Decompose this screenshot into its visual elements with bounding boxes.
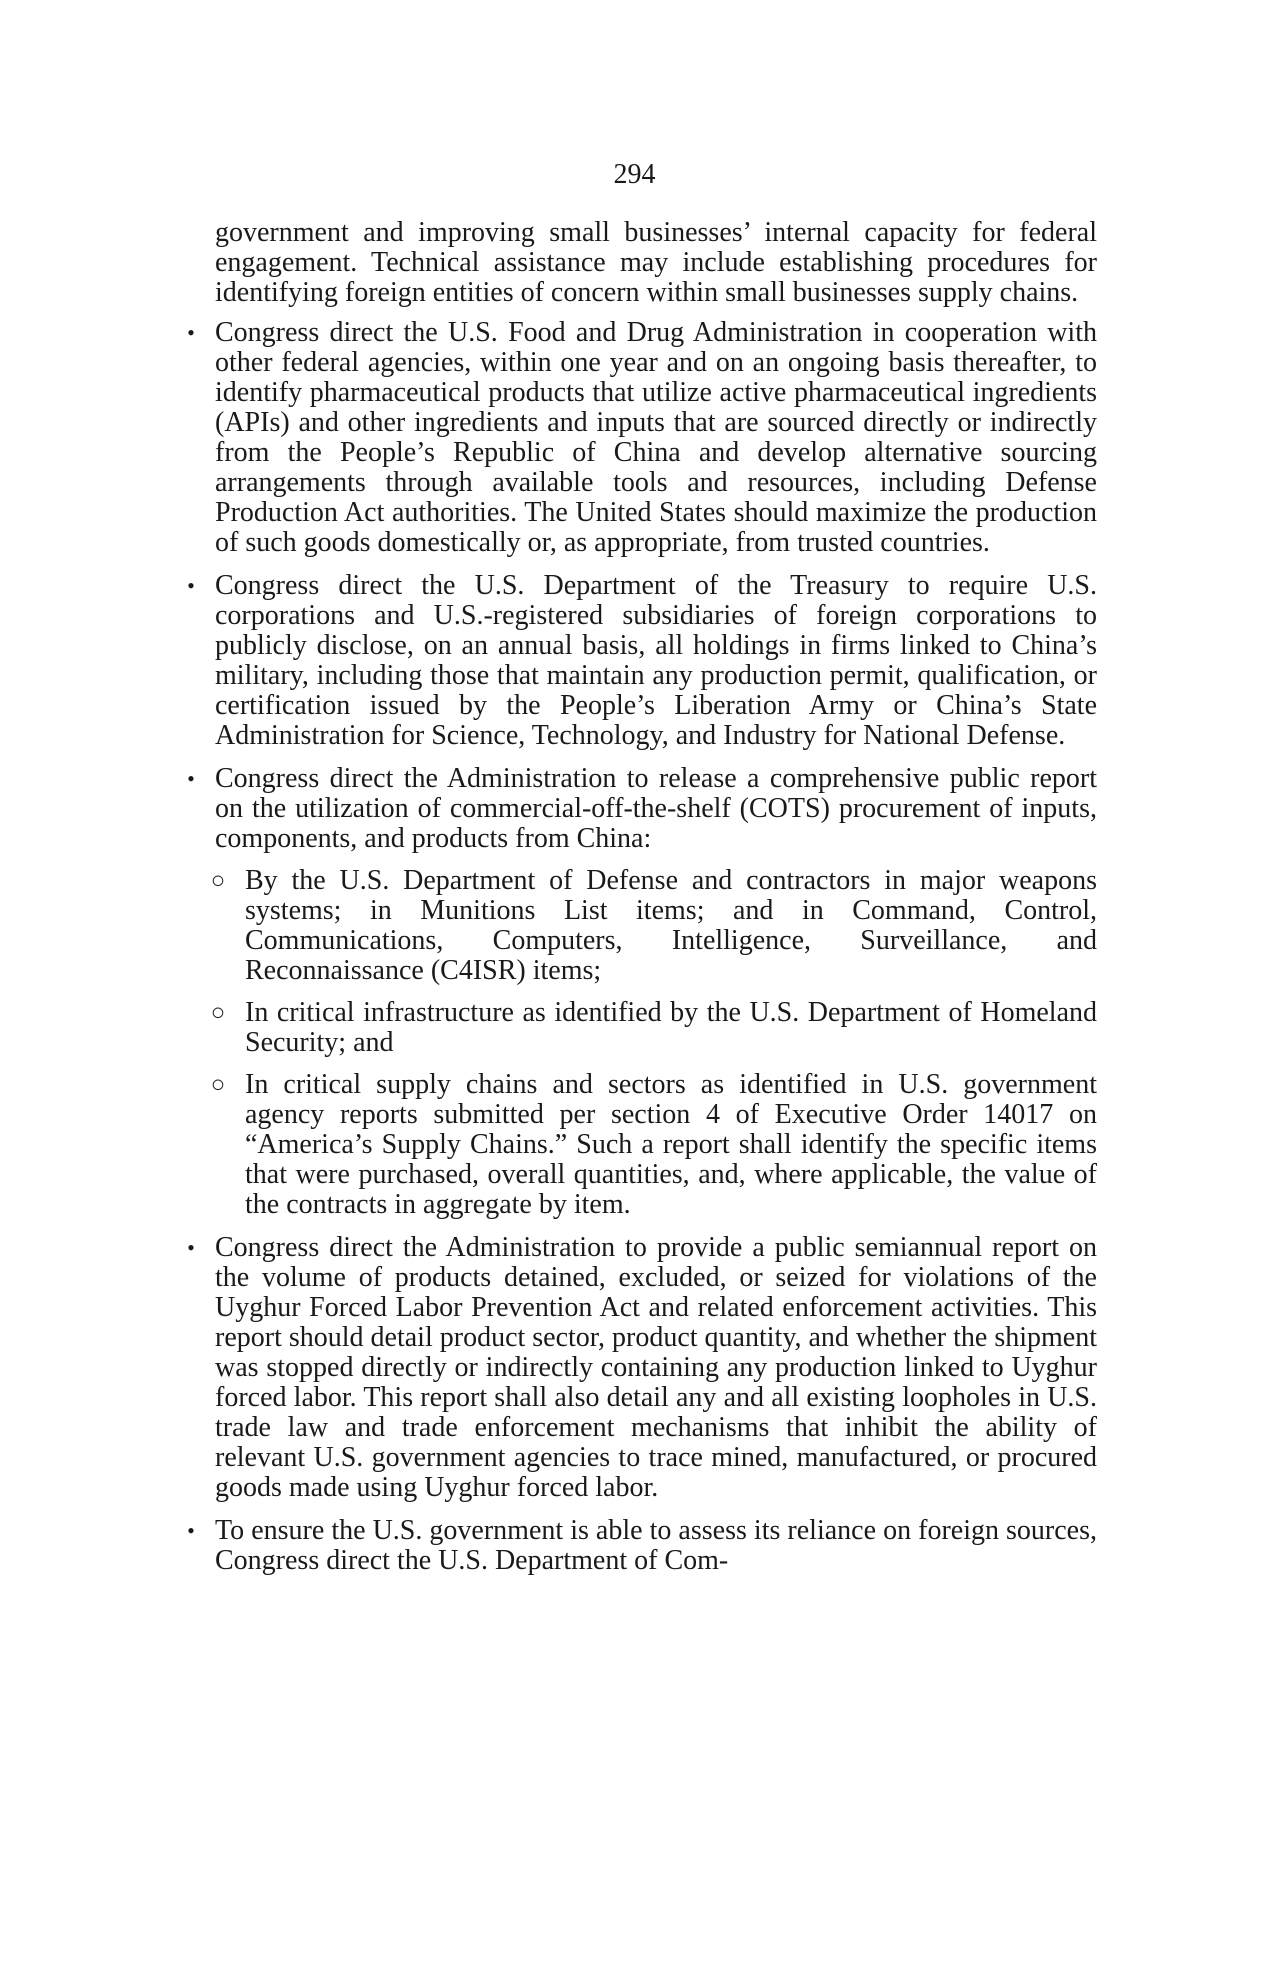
- recommendation-bullet: [187, 1515, 1097, 1576]
- recommendation-bullet: [187, 570, 1097, 751]
- recommendation-bullet: [187, 1232, 1097, 1503]
- recommendation-text: To ensure the U.S. government is able to assess its reliance on foreign sources, Congress direct the U.S. Department of Com-: [215, 1515, 1097, 1576]
- sub-bullet-list: [210, 865, 1097, 1220]
- sub-bullet-text: By the U.S. Department of Defense and contractors in major weapons systems; in Munitions List items; and in Command, Control, Communications, Computers, Intelligence, Surveillance, and Reconnaissance (C4ISR) items;: [245, 865, 1097, 986]
- sub-bullet-item: [210, 1069, 1097, 1220]
- recommendation-text: Congress direct the U.S. Food and Drug Administration in cooperation with other federal agencies, within one year and on an ongoing basis thereafter, to identify pharmaceutical products that utilize active pharmaceutical ingredients (APIs) and other ingredients and inputs that are sourced directly or indirectly from the People’s Republic of China and develop alternative sourcing arrangements through available tools and resources, including Defense Production Act authorities. The United States should maximize the production of such goods domestically or, as appropriate, from trusted countries.: [215, 317, 1097, 558]
- recommendation-bullet: [187, 317, 1097, 558]
- bullet-dot-icon: •: [187, 766, 195, 791]
- page-number: 294: [613, 159, 656, 190]
- sub-bullet-text: In critical infrastructure as identified by the U.S. Department of Homeland Security; and: [245, 997, 1097, 1058]
- sub-bullet-text: In critical supply chains and sectors as identified in U.S. government agency reports submitted per section 4 of Executive Order 14017 on “America’s Supply Chains.” Such a report shall identify the specific items that were purchased, overall quantities, and, where applicable, the value of the contracts in aggregate by item.: [245, 1069, 1097, 1220]
- sub-bullet-item: [210, 997, 1097, 1058]
- circle-bullet-icon: ○: [210, 1000, 226, 1026]
- recommendation-text: Congress direct the Administration to release a comprehensive public report on the utilization of commercial-off-the-shelf (COTS) procurement of inputs, components, and products from China:: [215, 763, 1097, 854]
- circle-bullet-icon: ○: [210, 868, 226, 894]
- bullet-dot-icon: •: [187, 1235, 195, 1260]
- bullet-dot-icon: •: [187, 1518, 195, 1543]
- page-body: [187, 217, 1097, 1589]
- bullet-dot-icon: •: [187, 573, 195, 598]
- sub-bullet-item: [210, 865, 1097, 986]
- bullet-dot-icon: •: [187, 320, 195, 345]
- recommendation-text: Congress direct the Administration to provide a public semiannual report on the volume of products detained, excluded, or seized for violations of the Uyghur Forced Labor Prevention Act and related enforcement activities. This report should detail product sector, product quantity, and whether the shipment was stopped directly or indirectly containing any production linked to Uyghur forced labor. This report shall also detail any and all existing loopholes in U.S. trade law and trade enforcement mechanisms that inhibit the ability of relevant U.S. government agencies to trace mined, manufactured, or procured goods made using Uyghur forced labor.: [215, 1232, 1097, 1503]
- continuation-paragraph: government and improving small businesses’ internal capacity for federal engagement. Technical assistance may include establishing procedures for identifying foreign entities of concern within small businesses supply chains.: [215, 217, 1097, 308]
- circle-bullet-icon: ○: [210, 1072, 226, 1098]
- recommendation-bullet: [187, 763, 1097, 1220]
- recommendation-text: Congress direct the U.S. Department of the Treasury to require U.S. corporations and U.S.-registered subsidiaries of foreign corporations to publicly disclose, on an annual basis, all holdings in firms linked to China’s military, including those that maintain any production permit, qualification, or certification issued by the People’s Liberation Army or China’s State Administration for Science, Technology, and Industry for National Defense.: [215, 570, 1097, 751]
